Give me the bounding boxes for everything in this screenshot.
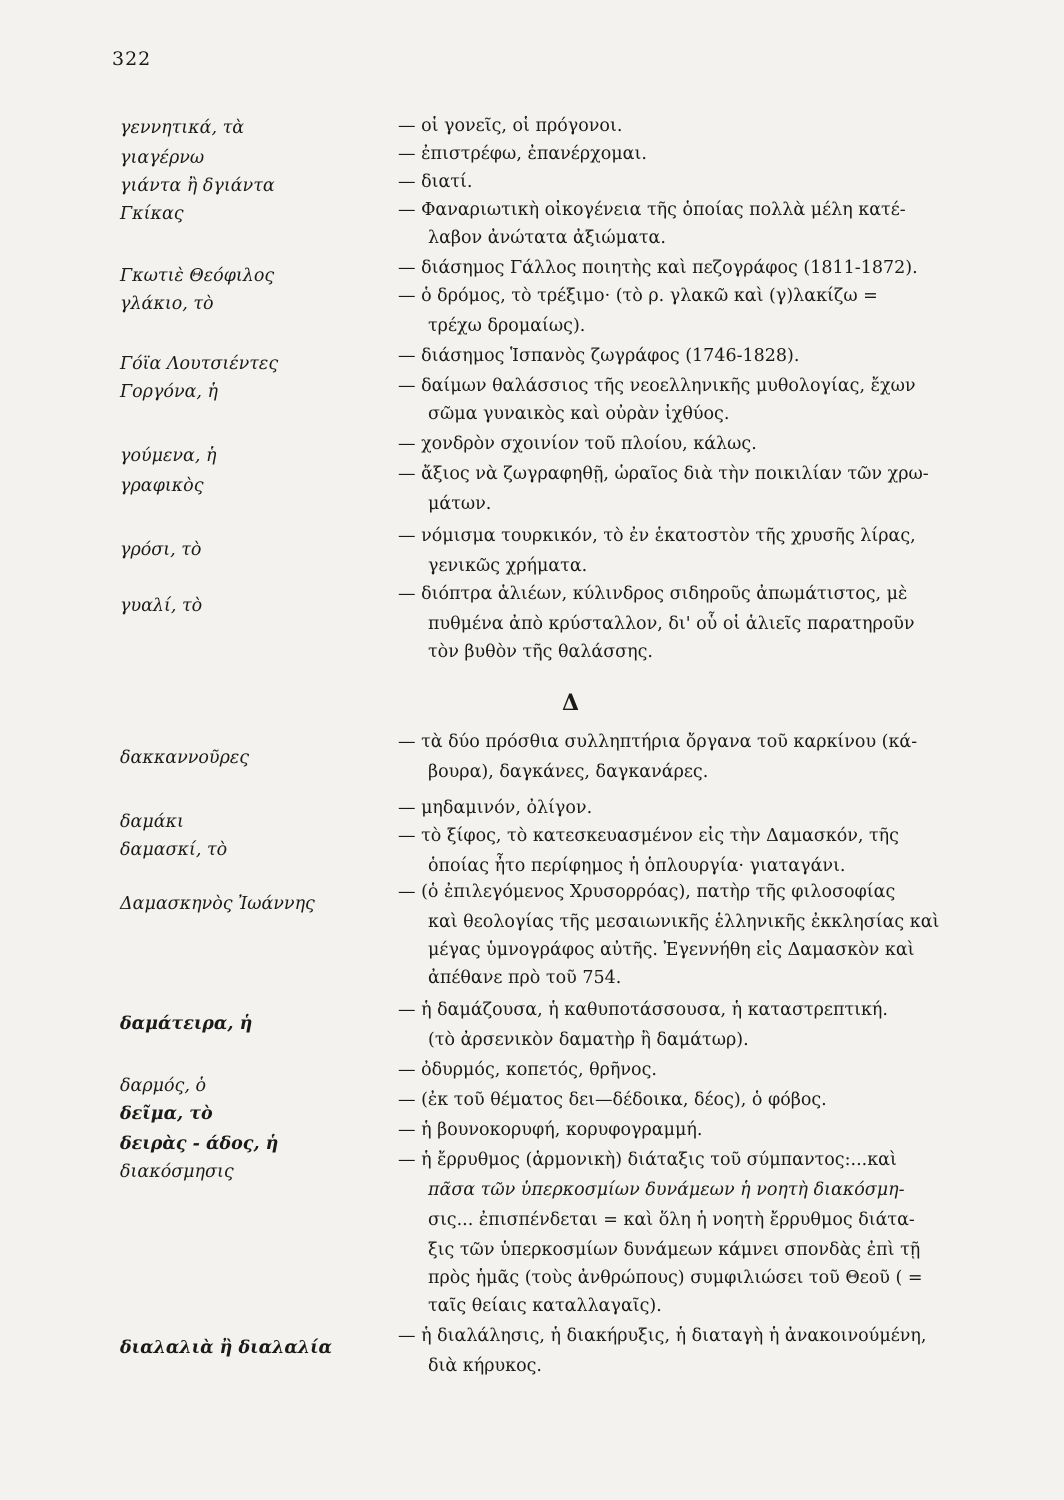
entry-definition: — οἱ γονεῖς, οἱ πρόγονοι. (398, 116, 623, 136)
entry-term: γρόσι, τὸ (120, 540, 202, 560)
entry-term: γλάκιο, τὸ (120, 294, 214, 314)
entry-definition-continued: ὁποίας ἦτο περίφημος ἡ ὁπλουργία· γιαταγάνι. (428, 856, 846, 876)
entry-term: Γοργόνα, ἡ (120, 382, 219, 402)
entry-definition: — τὸ ξίφος, τὸ κατεσκευασμένον εἰς τὴν Δαμασκόν, τῆς (398, 826, 899, 846)
section-letter: Δ (562, 690, 580, 716)
entry-definition-continued: πυθμένα ἀπὸ κρύσταλλον, δι' οὗ οἱ ἁλιεῖς παρατηροῦν (428, 614, 915, 634)
entry-definition-continued: γενικῶς χρήματα. (428, 556, 588, 576)
entry-definition: — ἡ ἔρρυθμος (ἁρμονικὴ) διάταξις τοῦ σύμπαντος:...καὶ (398, 1150, 897, 1170)
entry-definition-continued: μάτων. (428, 494, 492, 514)
entry-term: γεννητικά, τὰ (120, 118, 245, 138)
entry-definition-continued: βουρα), δαγκάνες, δαγκανάρες. (428, 762, 709, 782)
entry-definition: — ἐπιστρέφω, ἐπανέρχομαι. (398, 144, 647, 164)
entry-term: Δαμασκηνὸς Ἰωάννης (120, 894, 315, 914)
entry-definition: — ὀδυρμός, κοπετός, θρῆνος. (398, 1060, 657, 1080)
page-number: 322 (112, 48, 152, 70)
entry-definition: — ἄξιος νὰ ζωγραφηθῇ, ὡραῖος διὰ τὴν ποικιλίαν τῶν χρω- (398, 464, 929, 484)
entry-definition-continued: λαβον ἀνώτατα ἀξιώματα. (428, 228, 666, 248)
entry-definition-continued: μέγας ὑμνογράφος αὐτῆς. Ἐγεννήθη εἰς Δαμασκὸν καὶ (428, 940, 915, 960)
entry-definition-continued: σῶμα γυναικὸς καὶ οὐρὰν ἰχθύος. (428, 404, 730, 424)
entry-definition: — Φαναριωτικὴ οἰκογένεια τῆς ὁποίας πολλὰ μέλη κατέ- (398, 200, 906, 220)
entry-definition-continued: σις... ἐπισπένδεται = καὶ ὅλη ἡ νοητὴ ἔρρυθμος διάτα- (428, 1210, 915, 1230)
entry-definition-continued: ἀπέθανε πρὸ τοῦ 754. (428, 968, 622, 988)
entry-definition-continued: (τὸ ἀρσενικὸν δαματὴρ ἢ δαμάτωρ). (428, 1030, 749, 1050)
entry-definition-continued: ξις τῶν ὑπερκοσμίων δυνάμεων κάμνει σπονδὰς ἐπὶ τῇ (428, 1240, 921, 1260)
entry-definition-continued: ταῖς θείαις καταλλαγαῖς). (428, 1296, 662, 1316)
entry-term: Γκίκας (120, 204, 184, 224)
entry-definition: — νόμισμα τουρκικόν, τὸ ἐν ἑκατοστὸν τῆς χρυσῆς λίρας, (398, 526, 916, 546)
entry-definition-continued: πρὸς ἡμᾶς (τοὺς ἀνθρώπους) συμφιλιώσει τοῦ Θεοῦ ( = (428, 1268, 923, 1288)
entry-term: γούμενα, ἡ (120, 446, 217, 466)
entry-definition: — μηδαμινόν, ὀλίγον. (398, 798, 593, 818)
entry-definition: — διάσημος Ἱσπανὸς ζωγράφος (1746-1828). (398, 346, 800, 366)
entry-term: διαλαλιὰ ἢ διαλαλία (120, 1338, 333, 1358)
entry-definition-continued: διὰ κήρυκος. (428, 1356, 542, 1376)
entry-term: δαμάτειρα, ἡ (120, 1014, 253, 1034)
entry-term: γραφικὸς (120, 476, 204, 496)
entry-term: δειρὰς - άδος, ἡ (120, 1134, 279, 1154)
entry-term: Γκωτιὲ Θεόφιλος (120, 266, 275, 286)
entry-term: δεῖμα, τὸ (120, 1104, 213, 1124)
entry-definition: — τὰ δύο πρόσθια συλληπτήρια ὄργανα τοῦ καρκίνου (κά- (398, 732, 918, 752)
entry-definition: — δαίμων θαλάσσιος τῆς νεοελληνικῆς μυθολογίας, ἔχων (398, 376, 916, 396)
entry-definition: — ἡ δαμάζουσα, ἡ καθυποτάσσουσα, ἡ καταστρεπτική. (398, 1000, 888, 1020)
entry-term: δαμασκί, τὸ (120, 840, 228, 860)
entry-definition: — ἡ βουνοκορυφή, κορυφογραμμή. (398, 1120, 703, 1140)
entry-definition-continued: τὸν βυθὸν τῆς θαλάσσης. (428, 642, 653, 662)
entry-term: δαρμός, ὁ (120, 1076, 207, 1096)
entry-definition: — ὁ δρόμος, τὸ τρέξιμο· (τὸ ρ. γλακῶ καὶ (γ)λακίζω = (398, 286, 878, 306)
entry-term: γιαγέρνω (120, 148, 205, 168)
entry-term: γυαλί, τὸ (120, 596, 203, 616)
entry-definition: — διατί. (398, 172, 473, 192)
entry-definition: — χονδρὸν σχοινίον τοῦ πλοίου, κάλως. (398, 434, 757, 454)
entry-term: γιάντα ἢ δγιάντα (120, 176, 275, 196)
entry-term: Γόϊα Λουτσιέντες (120, 354, 279, 374)
entry-term: διακόσμησις (120, 1162, 234, 1182)
entry-definition: — διάσημος Γάλλος ποιητὴς καὶ πεζογράφος (1811-1872). (398, 258, 918, 278)
entry-definition-continued: πᾶσα τῶν ὑπερκοσμίων δυνάμεων ἡ νοητὴ διακόσμη- (428, 1180, 905, 1200)
entry-definition: — (ὁ ἐπιλεγόμενος Χρυσορρόας), πατὴρ τῆς φιλοσοφίας (398, 882, 896, 902)
entry-term: δαμάκι (120, 812, 184, 832)
entry-term: δακκαννοῦρες (120, 748, 250, 768)
entry-definition: — (ἐκ τοῦ θέματος δει—δέδοικα, δέος), ὁ φόβος. (398, 1090, 827, 1110)
entry-definition-continued: τρέχω δρομαίως). (428, 316, 586, 336)
entry-definition: — ἡ διαλάλησις, ἡ διακήρυξις, ἡ διαταγὴ ἡ ἀνακοινούμένη, (398, 1326, 927, 1346)
entry-definition-continued: καὶ θεολογίας τῆς μεσαιωνικῆς ἑλληνικῆς ἐκκλησίας καὶ (428, 912, 940, 932)
entry-definition: — διόπτρα ἁλιέων, κύλινδρος σιδηροῦς ἀπωμάτιστος, μὲ (398, 584, 908, 604)
